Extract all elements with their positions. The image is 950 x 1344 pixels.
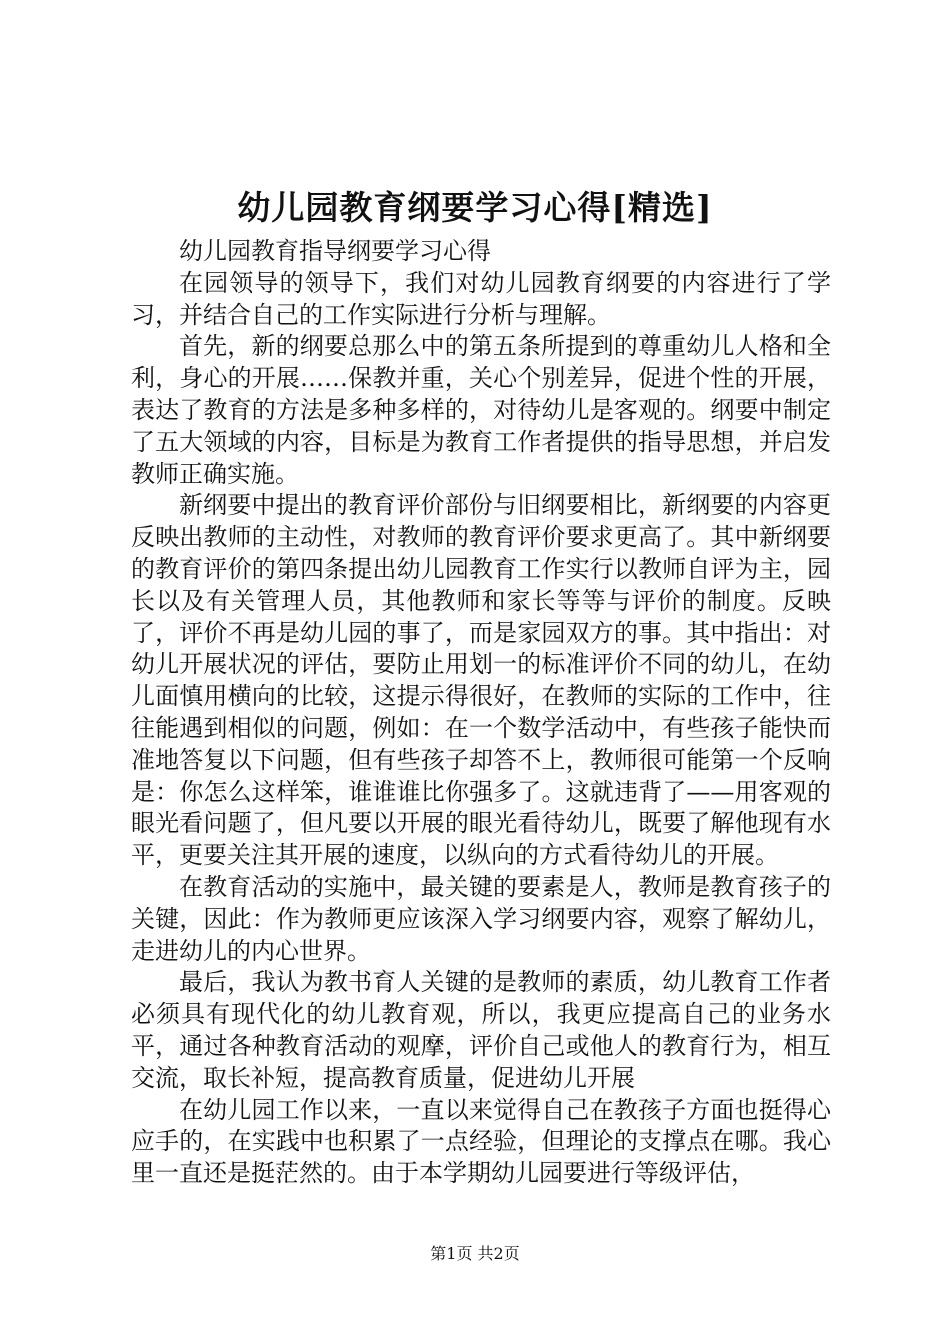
body-paragraph: 在园领导的领导下，我们对幼儿园教育纲要的内容进行了学习，并结合自己的工作实际进行分析与理解。 [131, 268, 831, 329]
page-number-footer: 第1页 共2页 [430, 1244, 520, 1263]
subtitle-paragraph: 幼儿园教育指导纲要学习心得 [179, 237, 491, 265]
body-paragraph: 首先，新的纲要总那么中的第五条所提到的尊重幼儿人格和全利，身心的开展……保教并重，关心个别差异，促进个性的开展，表达了教育的方法是多种多样的，对待幼儿是客观的。纲要中制定了五大领域的内容，目标是为教育工作者提供的指导思想，并启发教师正确实施。 [131, 332, 831, 488]
body-paragraph: 在幼儿园工作以来，一直以来觉得自己在教孩子方面也挺得心应手的，在实践中也积累了一点经验，但理论的支撑点在哪。我心里一直还是挺茫然的。由于本学期幼儿园要进行等级评估， [131, 1095, 831, 1188]
body-paragraph: 最后，我认为教书育人关键的是教师的素质，幼儿教育工作者必须具有现代化的幼儿教育观，所以，我更应提高自己的业务水平，通过各种教育活动的观摩，评价自己或他人的教育行为，相互交流，取长补短，提高教育质量，促进幼儿开展 [131, 968, 831, 1092]
body-paragraph: 在教育活动的实施中，最关键的要素是人，教师是教育孩子的关键，因此：作为教师更应该深入学习纲要内容，观察了解幼儿，走进幼儿的内心世界。 [131, 872, 831, 965]
document-title: 幼儿园教育纲要学习心得[精选] [237, 188, 713, 227]
body-paragraph: 新纲要中提出的教育评价部份与旧纲要相比，新纲要的内容更反映出教师的主动性，对教师的教育评价要求更高了。其中新纲要的教育评价的第四条提出幼儿园教育工作实行以教师自评为主，园长以及有关管理人员，其他教师和家长等等与评价的制度。反映了，评价不再是幼儿园的事了，而是家园双方的事。其中指出：对幼儿开展状况的评估，要防止用划一的标准评价不同的幼儿，在幼儿面慎用横向的比较，这提示得很好，在教师的实际的工作中，往往能遇到相似的问题，例如：在一个数学活动中，有些孩子能快而准地答复以下问题，但有些孩子却答不上，教师很可能第一个反响是：你怎么这样笨，谁谁谁比你强多了。这就违背了——用客观的眼光看问题了，但凡要以开展的眼光看待幼儿，既要了解他现有水平，更要关注其开展的速度，以纵向的方式看待幼儿的开展。 [131, 491, 831, 870]
document-body [131, 236, 831, 1190]
